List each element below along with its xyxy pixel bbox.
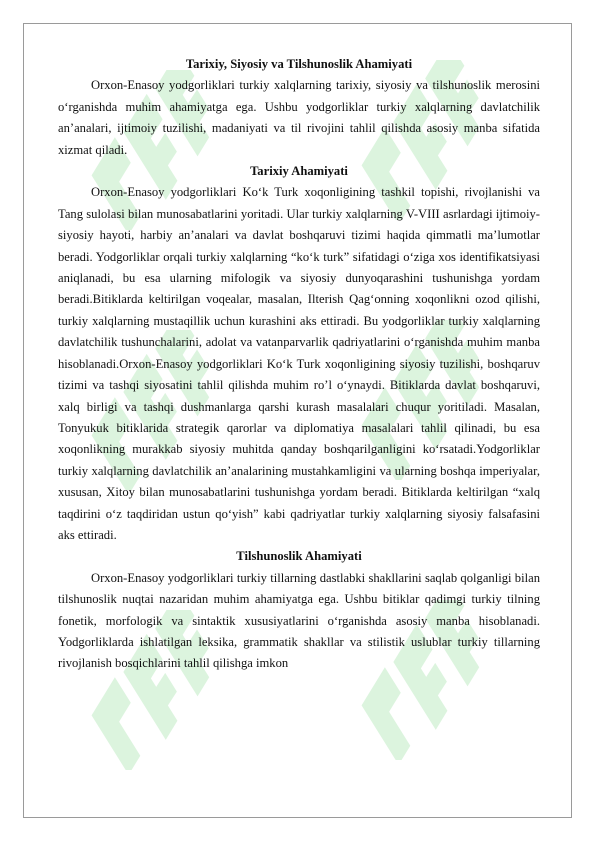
- historical-paragraph: Orxon-Enasoy yodgorliklari Ko‘k Turk xoqonligining tashkil topishi, rivojlanishi va Tang sulolasi bilan munosabatlarini yoritadi. Ular turkiy xalqlarning V-VIII asrlardagi ijtimoiy-siyosiy hayoti, harbiy an’analari va davlat boshqaruvi tizimi haqida qimmatli ma’lumotlar beradi. Yodgorliklar orqali turkiy xalqlarning “ko‘k turk” sifatidagi o‘ziga xos identifikatsiyasi aniqlanadi, bu esa ularning mifologik va siyosiy dunyoqarashini tushunishga yordam beradi.Bitiklarda keltirilgan voqealar, masalan, Ilterish Qag‘onning xoqonlikni ozod qilishi, turkiy xalqlarning mustaqillik uchun kurashini aks ettiradi. Bu yodgorliklar turkiy xalqlarning davlatchilik tushunchalarini, adolat va vatanparvarlik qadriyatlarini o‘rganishda muhim manba hisoblanadi.Orxon-Enasoy yodgorliklari Ko‘k Turk xoqonligining siyosiy tuzilishi, boshqaruv tizimi va tashqi siyosatini tahlil qilishda muhim ro’l o‘ynaydi. Bitiklarda davlat boshqaruvi, xalq birligi va tashqi dushmanlarga qarshi kurash masalalari chuqur yoritiladi. Masalan, Tonyukuk bitiklarida strategik qarorlar va diplomatiya masalalari tahlil qilinadi, bu esa xoqonlikning murakkab siyosiy muhitda qanday boshqarilganligini ko‘rsatadi.Yodgorliklar turkiy xalqlarning davlatchilik an’analarining mustahkamligini va ularning boshqa imperiyalar, xususan, Xitoy bilan munosabatlarini tushunishga yordam beradi. Bitiklarda keltirilgan “xalq taqdirini o‘z taqdiridan ustun qo‘yish” kabi qadriyatlar turkiy xalqlarning siyosiy falsafasini aks ettiradi.: [58, 185, 540, 542]
- linguistic-paragraph: Orxon-Enasoy yodgorliklari turkiy tillarning dastlabki shakllarini saqlab qolganligi bilan tilshunoslik nuqtai nazaridan muhim ahamiyatga ega. Ushbu bitiklar qadimgi turkiy tilning fonetik, morfologik va sintaktik xususiyatlarini o‘rganishda asosiy manba hisoblanadi. Yodgorliklarda ishlatilgan leksika, grammatik shakllar va stilistik uslublar turkiy tillarning rivojlanish bosqichlarini tahlil qilishga imkon: [58, 570, 540, 671]
- section-heading-historical: Tarixiy Ahamiyati: [250, 164, 348, 179]
- document-title: Tarixiy, Siyosiy va Tilshunoslik Ahamiyati: [185, 57, 413, 71]
- section-heading-linguistic: Tilshunoslik Ahamiyati: [236, 549, 362, 564]
- intro-paragraph: Orxon-Enasoy yodgorliklari turkiy xalqlarning tarixiy, siyosiy va tilshunoslik merosini o‘rganishda muhim ahamiyatga ega. Ushbu yodgorliklar turkiy xalqlarning davlatchilik an’analari, ijtimoiy tuzilishi, madaniyati va til rivojini tahlil qilishda asosiy manba sifatida xizmat qiladi.: [58, 78, 540, 157]
- document-body: [58, 54, 540, 675]
